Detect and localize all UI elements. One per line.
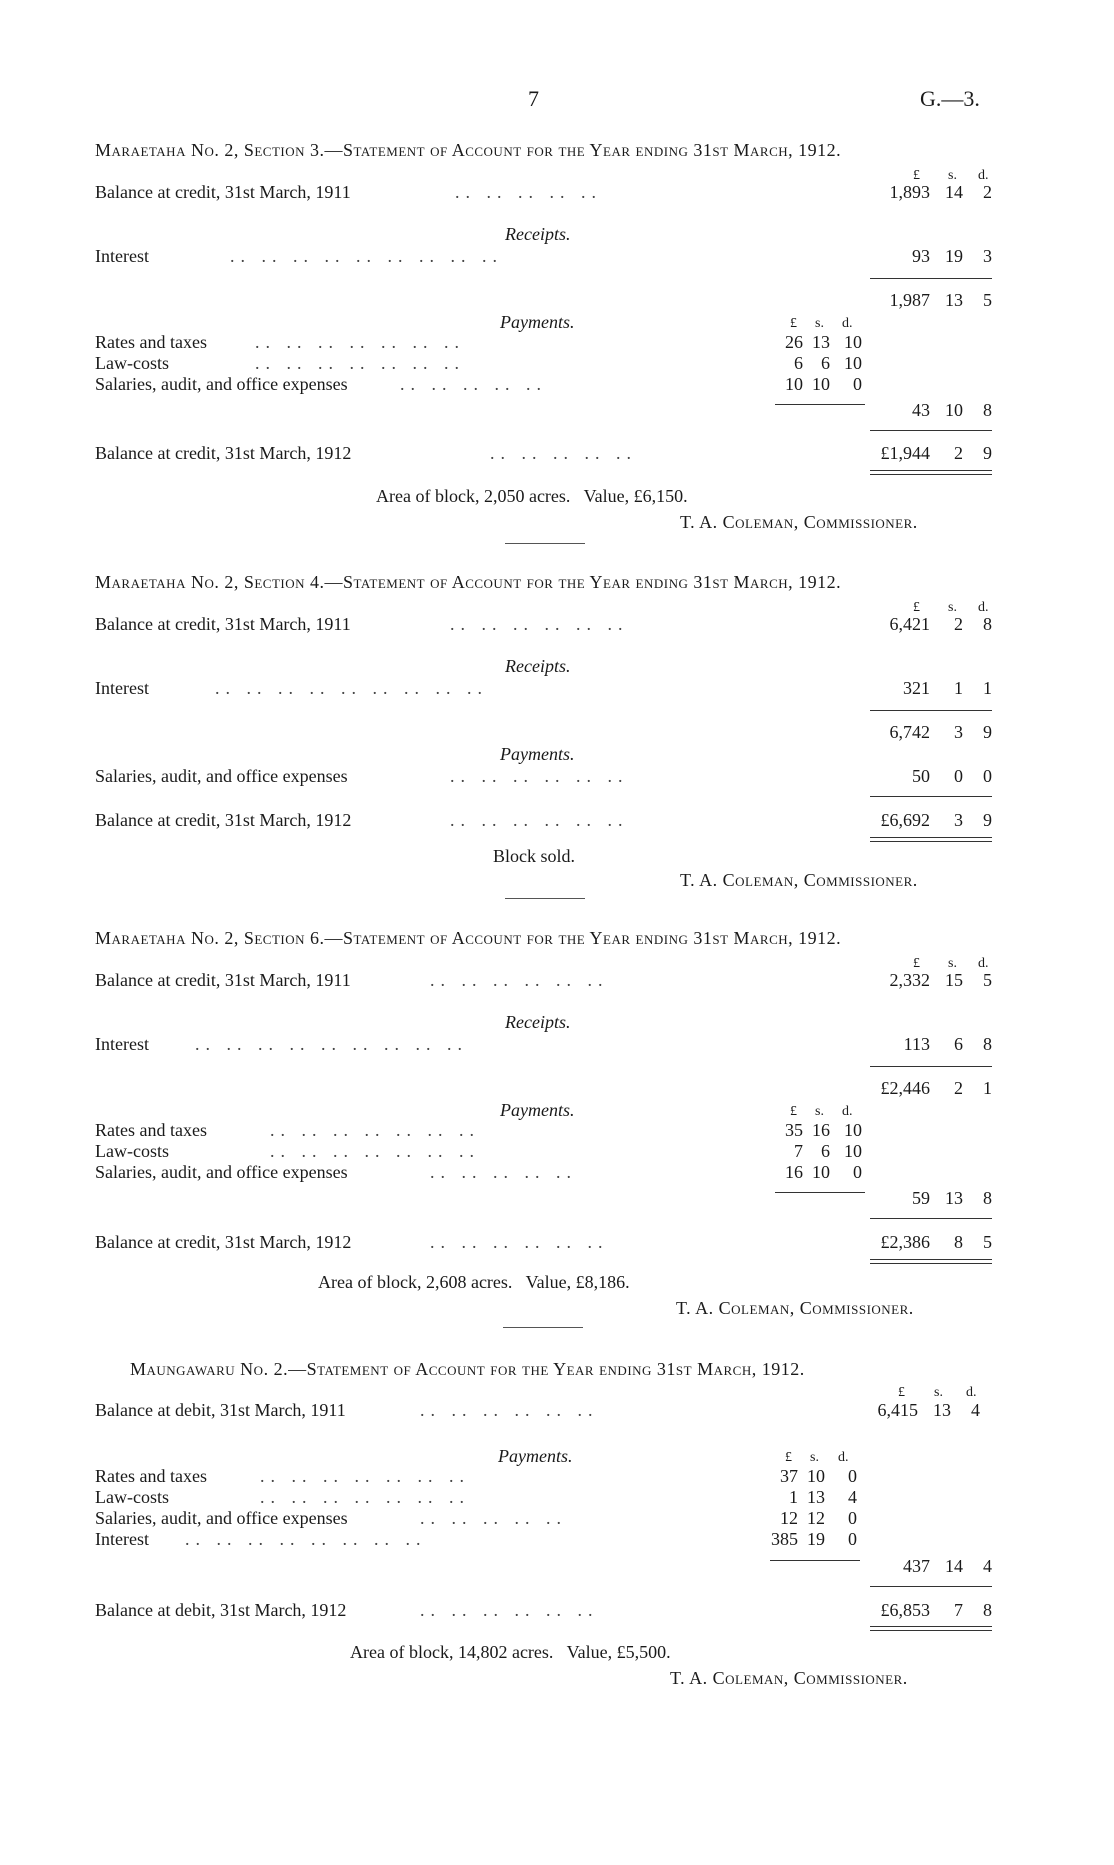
col-header-shillings: s. bbox=[948, 168, 957, 183]
payment-label: Salaries, audit, and office expenses bbox=[95, 766, 348, 786]
leader-dots: .. .. .. .. .. .. bbox=[430, 970, 609, 990]
amount-shillings: 1 bbox=[954, 678, 963, 698]
sum-rule bbox=[870, 1586, 992, 1587]
payment-shillings: 13 bbox=[812, 332, 830, 352]
closing-shillings: 2 bbox=[954, 443, 963, 463]
payments-total-pounds: 437 bbox=[903, 1556, 930, 1576]
leader-dots: .. .. .. .. .. bbox=[490, 443, 637, 463]
payments-total-pence: 8 bbox=[983, 1188, 992, 1208]
closing-pounds: £2,386 bbox=[880, 1232, 930, 1252]
leader-dots: .. .. .. .. .. .. .. .. .. bbox=[215, 678, 488, 698]
leader-dots: .. .. .. .. .. .. .. .. .. bbox=[195, 1034, 468, 1054]
col-header-pence: d. bbox=[966, 1385, 977, 1400]
payment-pence: 0 bbox=[853, 1162, 862, 1182]
payment-pence: 0 bbox=[848, 1466, 857, 1486]
leader-dots: .. .. .. .. .. bbox=[400, 374, 547, 394]
section-title: Maungawaru No. 2.—Statement of Account for the Year ending 31st March, 1912. bbox=[130, 1359, 805, 1379]
payment-shillings: 10 bbox=[812, 1162, 830, 1182]
closing-pence: 8 bbox=[983, 1600, 992, 1620]
closing-shillings: 8 bbox=[954, 1232, 963, 1252]
payments-heading: Payments. bbox=[498, 1446, 573, 1466]
opening-balance-label: Balance at credit, 31st March, 1911 bbox=[95, 614, 351, 634]
opening-balance-label: Balance at credit, 31st March, 1911 bbox=[95, 182, 351, 202]
amount-shillings: 19 bbox=[945, 246, 963, 266]
payment-pounds: 26 bbox=[785, 332, 803, 352]
sum-rule bbox=[870, 1066, 992, 1067]
col-header-pounds: £ bbox=[785, 1450, 792, 1465]
col-header-pence: d. bbox=[978, 168, 989, 183]
col-header-pence: d. bbox=[842, 1104, 853, 1119]
col-header-pounds: £ bbox=[913, 956, 920, 971]
signature: T. A. Coleman, Commissioner. bbox=[680, 512, 918, 532]
col-header-pence: d. bbox=[978, 956, 989, 971]
page-reference: G.—3. bbox=[920, 86, 980, 111]
col-header-pence: d. bbox=[978, 600, 989, 615]
col-header-shillings: s. bbox=[815, 316, 824, 331]
signature: T. A. Coleman, Commissioner. bbox=[676, 1298, 914, 1318]
section-title: Maraetaha No. 2, Section 6.—Statement of Account for the Year ending 31st March, 1912. bbox=[95, 928, 842, 948]
sum-rule bbox=[870, 278, 992, 279]
double-rule bbox=[870, 837, 992, 842]
receipts-heading: Receipts. bbox=[505, 224, 571, 244]
closing-pounds: £1,944 bbox=[880, 443, 930, 463]
payment-pence: 0 bbox=[983, 766, 992, 786]
amount-pounds: 93 bbox=[912, 246, 930, 266]
payment-label: Law-costs bbox=[95, 353, 169, 373]
amount-pounds: 6,415 bbox=[877, 1400, 918, 1420]
col-header-pounds: £ bbox=[790, 1104, 797, 1119]
payment-shillings: 0 bbox=[954, 766, 963, 786]
payment-pence: 0 bbox=[848, 1508, 857, 1528]
sum-rule bbox=[870, 430, 992, 431]
payment-label: Law-costs bbox=[95, 1141, 169, 1161]
amount-pence: 3 bbox=[983, 246, 992, 266]
amount-pence: 8 bbox=[983, 614, 992, 634]
block-note: Area of block, 14,802 acres. Value, £5,500. bbox=[350, 1642, 671, 1662]
sum-rule bbox=[770, 1560, 860, 1561]
closing-balance-label: Balance at credit, 31st March, 1912 bbox=[95, 443, 352, 463]
leader-dots: .. .. .. .. .. .. .. bbox=[255, 332, 465, 352]
payment-label: Law-costs bbox=[95, 1487, 169, 1507]
payment-pence: 0 bbox=[848, 1529, 857, 1549]
amount-pounds: 321 bbox=[903, 678, 930, 698]
amount-shillings: 14 bbox=[945, 182, 963, 202]
closing-pounds: £6,853 bbox=[880, 1600, 930, 1620]
payment-shillings: 10 bbox=[807, 1466, 825, 1486]
payments-total-shillings: 13 bbox=[945, 1188, 963, 1208]
section-separator bbox=[505, 898, 585, 899]
closing-balance-label: Balance at credit, 31st March, 1912 bbox=[95, 810, 352, 830]
leader-dots: .. .. .. .. .. .. bbox=[450, 766, 629, 786]
subtotal-pounds: 1,987 bbox=[889, 290, 930, 310]
payment-pence: 10 bbox=[844, 1120, 862, 1140]
payment-label: Rates and taxes bbox=[95, 1120, 207, 1140]
payments-heading: Payments. bbox=[500, 312, 575, 332]
leader-dots: .. .. .. .. .. .. .. bbox=[270, 1120, 480, 1140]
payment-pence: 10 bbox=[844, 332, 862, 352]
closing-shillings: 3 bbox=[954, 810, 963, 830]
leader-dots: .. .. .. .. .. .. bbox=[430, 1232, 609, 1252]
receipts-heading: Receipts. bbox=[505, 1012, 571, 1032]
col-header-shillings: s. bbox=[948, 600, 957, 615]
section-title: Maraetaha No. 2, Section 3.—Statement of Account for the Year ending 31st March, 1912. bbox=[95, 140, 842, 160]
amount-shillings: 2 bbox=[954, 614, 963, 634]
col-header-shillings: s. bbox=[815, 1104, 824, 1119]
payment-shillings: 10 bbox=[812, 374, 830, 394]
leader-dots: .. .. .. .. .. .. bbox=[450, 614, 629, 634]
payments-total-pence: 4 bbox=[983, 1556, 992, 1576]
payment-pounds: 1 bbox=[789, 1487, 798, 1507]
sum-rule bbox=[870, 796, 992, 797]
leader-dots: .. .. .. .. .. .. .. bbox=[260, 1466, 470, 1486]
section-separator bbox=[505, 543, 585, 544]
closing-shillings: 7 bbox=[954, 1600, 963, 1620]
opening-balance-label: Balance at debit, 31st March, 1911 bbox=[95, 1400, 346, 1420]
payment-shillings: 16 bbox=[812, 1120, 830, 1140]
payment-pence: 4 bbox=[848, 1487, 857, 1507]
leader-dots: .. .. .. .. .. .. .. bbox=[260, 1487, 470, 1507]
payment-shillings: 19 bbox=[807, 1529, 825, 1549]
page-number: 7 bbox=[528, 86, 539, 111]
subtotal-pounds: 6,742 bbox=[889, 722, 930, 742]
payments-heading: Payments. bbox=[500, 1100, 575, 1120]
closing-pounds: £6,692 bbox=[880, 810, 930, 830]
block-note: Area of block, 2,050 acres. Value, £6,150. bbox=[376, 486, 688, 506]
leader-dots: .. .. .. .. .. bbox=[430, 1162, 577, 1182]
payment-label: Salaries, audit, and office expenses bbox=[95, 1162, 348, 1182]
payment-pounds: 35 bbox=[785, 1120, 803, 1140]
receipts-heading: Receipts. bbox=[505, 656, 571, 676]
amount-pounds: 1,893 bbox=[889, 182, 930, 202]
amount-pence: 4 bbox=[971, 1400, 980, 1420]
leader-dots: .. .. .. .. .. .. .. .. bbox=[185, 1529, 427, 1549]
col-header-pence: d. bbox=[838, 1450, 849, 1465]
leader-dots: .. .. .. .. .. .. .. bbox=[270, 1141, 480, 1161]
subtotal-shillings: 13 bbox=[945, 290, 963, 310]
leader-dots: .. .. .. .. .. .. bbox=[420, 1600, 599, 1620]
subtotal-shillings: 3 bbox=[954, 722, 963, 742]
leader-dots: .. .. .. .. .. .. bbox=[420, 1400, 599, 1420]
payment-pounds: 12 bbox=[780, 1508, 798, 1528]
payment-pounds: 7 bbox=[794, 1141, 803, 1161]
leader-dots: .. .. .. .. .. bbox=[420, 1508, 567, 1528]
payment-shillings: 6 bbox=[821, 353, 830, 373]
subtotal-pence: 9 bbox=[983, 722, 992, 742]
payment-label: Salaries, audit, and office expenses bbox=[95, 374, 348, 394]
signature: T. A. Coleman, Commissioner. bbox=[680, 870, 918, 890]
double-rule bbox=[870, 1259, 992, 1264]
signature: T. A. Coleman, Commissioner. bbox=[670, 1668, 908, 1688]
closing-balance-label: Balance at credit, 31st March, 1912 bbox=[95, 1232, 352, 1252]
payment-shillings: 12 bbox=[807, 1508, 825, 1528]
payment-pounds: 385 bbox=[771, 1529, 798, 1549]
subtotal-pence: 5 bbox=[983, 290, 992, 310]
col-header-pence: d. bbox=[842, 316, 853, 331]
amount-shillings: 13 bbox=[933, 1400, 951, 1420]
amount-pence: 2 bbox=[983, 182, 992, 202]
amount-pounds: 2,332 bbox=[889, 970, 930, 990]
closing-pence: 5 bbox=[983, 1232, 992, 1252]
closing-pence: 9 bbox=[983, 443, 992, 463]
col-header-shillings: s. bbox=[810, 1450, 819, 1465]
payment-pence: 10 bbox=[844, 353, 862, 373]
sum-rule bbox=[870, 1218, 992, 1219]
double-rule bbox=[870, 1626, 992, 1631]
payments-total-shillings: 14 bbox=[945, 1556, 963, 1576]
receipt-label: Interest bbox=[95, 678, 149, 698]
col-header-pounds: £ bbox=[898, 1385, 905, 1400]
col-header-shillings: s. bbox=[948, 956, 957, 971]
amount-pounds: 6,421 bbox=[889, 614, 930, 634]
payment-pounds: 50 bbox=[912, 766, 930, 786]
section-separator bbox=[503, 1327, 583, 1328]
payment-pounds: 37 bbox=[780, 1466, 798, 1486]
closing-balance-label: Balance at debit, 31st March, 1912 bbox=[95, 1600, 347, 1620]
amount-pounds: 113 bbox=[903, 1034, 930, 1054]
leader-dots: .. .. .. .. .. bbox=[455, 182, 602, 202]
payment-pence: 10 bbox=[844, 1141, 862, 1161]
closing-pence: 9 bbox=[983, 810, 992, 830]
leader-dots: .. .. .. .. .. .. .. .. .. bbox=[230, 246, 503, 266]
subtotal-pounds: £2,446 bbox=[880, 1078, 930, 1098]
receipt-label: Interest bbox=[95, 1034, 149, 1054]
amount-shillings: 15 bbox=[945, 970, 963, 990]
sum-rule bbox=[870, 710, 992, 711]
col-header-pounds: £ bbox=[913, 168, 920, 183]
section-title: Maraetaha No. 2, Section 4.—Statement of Account for the Year ending 31st March, 1912. bbox=[95, 572, 842, 592]
payments-total-pence: 8 bbox=[983, 400, 992, 420]
leader-dots: .. .. .. .. .. .. bbox=[450, 810, 629, 830]
payment-pounds: 6 bbox=[794, 353, 803, 373]
col-header-pounds: £ bbox=[913, 600, 920, 615]
amount-pence: 1 bbox=[983, 678, 992, 698]
payment-label: Interest bbox=[95, 1529, 149, 1549]
receipt-label: Interest bbox=[95, 246, 149, 266]
payments-total-shillings: 10 bbox=[945, 400, 963, 420]
amount-shillings: 6 bbox=[954, 1034, 963, 1054]
subtotal-pence: 1 bbox=[983, 1078, 992, 1098]
subtotal-shillings: 2 bbox=[954, 1078, 963, 1098]
payment-pounds: 16 bbox=[785, 1162, 803, 1182]
payment-pence: 0 bbox=[853, 374, 862, 394]
payments-total-pounds: 59 bbox=[912, 1188, 930, 1208]
amount-pence: 5 bbox=[983, 970, 992, 990]
payment-pounds: 10 bbox=[785, 374, 803, 394]
payment-shillings: 13 bbox=[807, 1487, 825, 1507]
double-rule bbox=[870, 470, 992, 475]
payments-heading: Payments. bbox=[500, 744, 575, 764]
col-header-pounds: £ bbox=[790, 316, 797, 331]
leader-dots: .. .. .. .. .. .. .. bbox=[255, 353, 465, 373]
block-note: Block sold. bbox=[493, 846, 576, 866]
payments-total-pounds: 43 bbox=[912, 400, 930, 420]
opening-balance-label: Balance at credit, 31st March, 1911 bbox=[95, 970, 351, 990]
payment-label: Rates and taxes bbox=[95, 1466, 207, 1486]
col-header-shillings: s. bbox=[934, 1385, 943, 1400]
block-note: Area of block, 2,608 acres. Value, £8,186. bbox=[318, 1272, 630, 1292]
amount-pence: 8 bbox=[983, 1034, 992, 1054]
payment-label: Salaries, audit, and office expenses bbox=[95, 1508, 348, 1528]
payment-shillings: 6 bbox=[821, 1141, 830, 1161]
payment-label: Rates and taxes bbox=[95, 332, 207, 352]
